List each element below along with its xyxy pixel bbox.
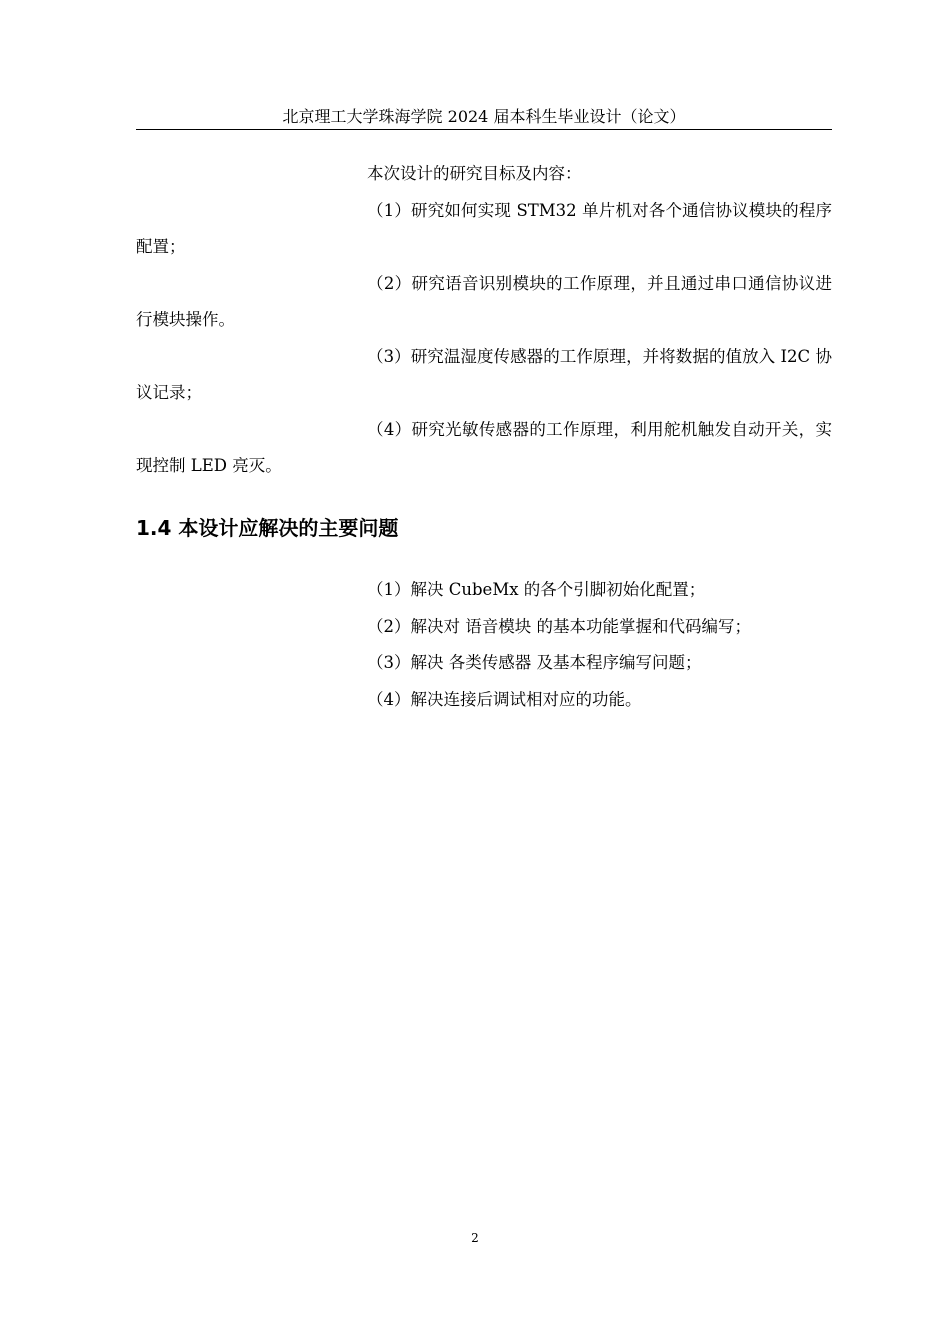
page-header: 北京理工大学珠海学院 2024 届本科生毕业设计（论文） [282,107,686,126]
problem-item: （2）解决对 语音模块 的基本功能掌握和代码编写； [367,616,751,636]
problems-list [367,572,837,718]
problem-item: （3）解决 各类传感器 及基本程序编写问题； [367,653,702,672]
research-goal-item: （3）研究温湿度传感器的工作原理，并将数据的值放入 I2C 协议记录； [136,346,832,402]
research-goal-item: （1）研究如何实现 STM32 单片机对各个通信协议模块的程序配置； [136,200,832,256]
problem-item: （1）解决 CubeMx 的各个引脚初始化配置； [367,580,706,599]
research-goal-item: （2）研究语音识别模块的工作原理，并且通过串口通信协议进行模块操作。 [136,273,832,329]
header-divider [136,129,832,130]
research-goals-lead: 本次设计的研究目标及内容： [367,164,582,183]
research-goals-section [136,156,832,485]
research-goal-item: （4）研究光敏传感器的工作原理，利用舵机触发自动开关，实现控制 LED 亮灭。 [136,419,832,475]
page-number: 2 [471,1231,479,1245]
section-heading: 1.4 本设计应解决的主要问题 [136,516,399,540]
problem-item: （4）解决连接后调试相对应的功能。 [367,689,642,709]
